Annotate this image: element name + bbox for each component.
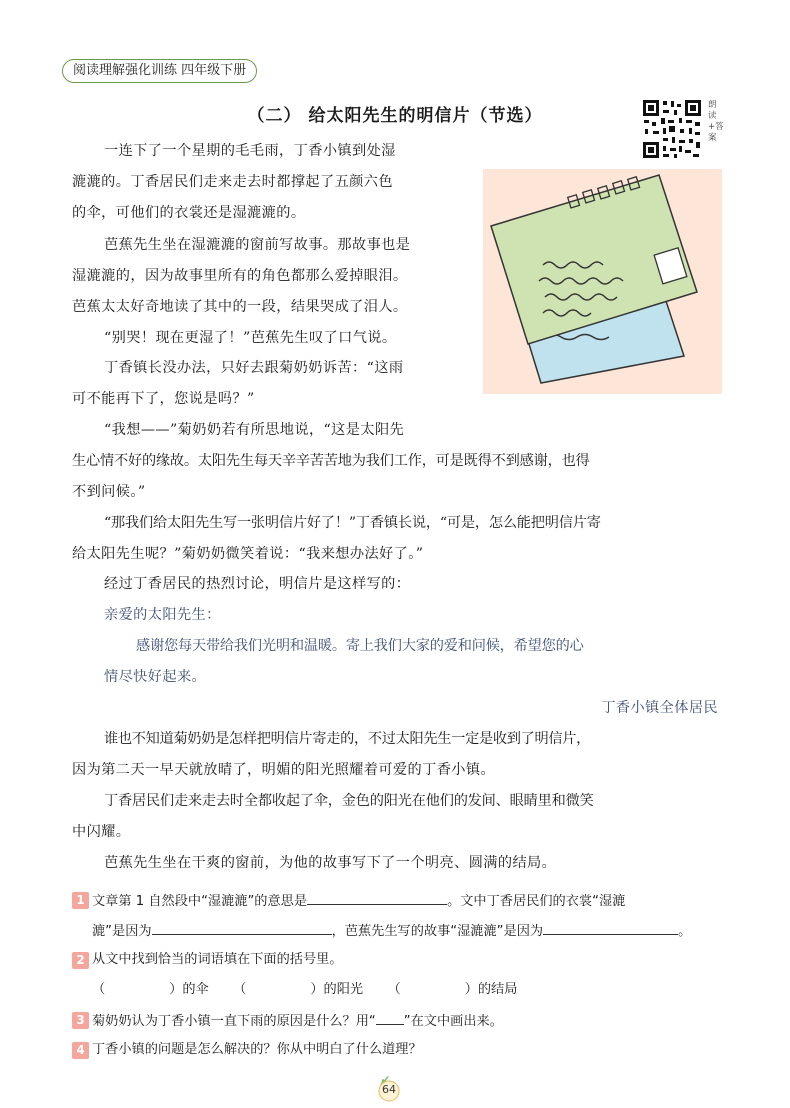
- underline-sample: [376, 1010, 404, 1025]
- question-2-text: 从文中找到恰当的词语填在下面的括号里。: [92, 952, 343, 967]
- question-1-text-a: 文章第 1 自然段中“湿漉漉”的意思是: [92, 894, 308, 909]
- blank-suffix: ）的阳光: [310, 982, 364, 997]
- story-line: 生心情不好的缘故。太阳先生每天辛辛苦苦地为我们工作，可是既得不到感谢，也得: [72, 453, 590, 469]
- story-line: 不到问候。”: [72, 484, 146, 500]
- question-1-text-e: 。: [678, 924, 692, 939]
- question-number-2: 2: [72, 952, 89, 969]
- question-1-text-c: 漉”是因为: [92, 924, 152, 939]
- letter-signature: 丁香小镇全体居民: [601, 700, 718, 716]
- question-number-3: 3: [72, 1012, 89, 1029]
- answer-blank[interactable]: [152, 920, 332, 935]
- story-line: 芭蕉先生坐在湿漉漉的窗前写故事。那故事也是: [104, 237, 411, 253]
- question-3-text-b: ”在文中画出来。: [403, 1014, 503, 1029]
- blank-suffix: ）的结局: [464, 982, 518, 997]
- paren-open: （: [387, 982, 401, 997]
- page-number: 64: [382, 1083, 396, 1096]
- paren-open: （: [92, 982, 106, 997]
- story-line: 给太阳先生呢？”菊奶奶微笑着说：“我来想办法好了。”: [72, 546, 424, 562]
- question-number-4: 4: [72, 1042, 89, 1059]
- story-line: “我想——”菊奶奶若有所思地说，“这是太阳先: [104, 422, 405, 438]
- story-line: “别哭！现在更湿了！”芭蕉先生叹了口气说。: [104, 330, 397, 346]
- book-series-badge: 阅读理解强化训练 四年级下册: [62, 59, 257, 83]
- paren-open: （: [233, 982, 247, 997]
- story-line: 丁香居民们走来走去时全都收起了伞，金色的阳光在他们的发间、眼睛里和微笑: [104, 793, 594, 809]
- letter-body-line: 感谢您每天带给我们光明和温暖。寄上我们大家的爱和问候，希望您的心: [136, 638, 584, 654]
- postcard-illustration: [483, 169, 722, 394]
- story-line: 湿漉漉的，因为故事里所有的角色都那么爱掉眼泪。: [72, 268, 408, 284]
- story-line: 可不能再下了，您说是吗？”: [72, 391, 255, 407]
- question-1-text-d: ，芭蕉先生写的故事“湿漉漉”是因为: [331, 924, 544, 939]
- story-line: 中闪耀。: [72, 824, 131, 840]
- story-line: 漉漉的。丁香居民们走来走去时都撑起了五颜六色: [72, 174, 393, 190]
- story-line: 一连下了一个星期的毛毛雨，丁香小镇到处湿: [104, 143, 396, 159]
- question-4-text: 丁香小镇的问题是怎么解决的？你从中明白了什么道理？: [92, 1042, 422, 1057]
- letter-body-line: 情尽快好起来。: [104, 669, 207, 685]
- qr-caption: 朗读+答案: [708, 100, 724, 143]
- story-line: 的伞，可他们的衣裳还是湿漉漉的。: [72, 205, 306, 221]
- story-line: 芭蕉先生坐在干爽的窗前，为他的故事写下了一个明亮、圆满的结局。: [104, 855, 557, 871]
- question-1-line-2: [92, 920, 691, 942]
- letter-greeting: 亲爱的太阳先生：: [104, 607, 221, 623]
- story-line: “那我们给太阳先生写一张明信片好了！”丁香镇长说，“可是，怎么能把明信片寄: [104, 515, 601, 531]
- question-1-line-1: [92, 890, 625, 912]
- question-2-blanks: [92, 980, 517, 1000]
- story-line: 丁香镇长没办法，只好去跟菊奶奶诉苦：“这雨: [104, 360, 404, 376]
- answer-blank[interactable]: [543, 920, 678, 935]
- story-line: 芭蕉太太好奇地读了其中的一段，结果哭成了泪人。: [72, 299, 408, 315]
- blank-suffix: ）的伞: [169, 982, 209, 997]
- story-line: 谁也不知道菊奶奶是怎样把明信片寄走的，不过太阳先生一定是收到了明信片，: [104, 731, 591, 747]
- story-line: 经过丁香居民的热烈讨论，明信片是这样写的：: [104, 576, 411, 592]
- question-1-text-b: 。文中丁香居民们的衣裳“湿漉: [447, 894, 626, 909]
- story-line: 因为第二天一早天就放晴了，明媚的阳光照耀着可爱的丁香小镇。: [72, 762, 496, 778]
- page-title: （二） 给太阳先生的明信片（节选）: [247, 106, 543, 126]
- question-number-1: 1: [72, 892, 89, 909]
- question-3-text: [92, 1010, 503, 1032]
- question-3-text-a: 菊奶奶认为丁香小镇一直下雨的原因是什么？用“: [92, 1014, 376, 1029]
- answer-blank[interactable]: [307, 890, 447, 905]
- qr-code-icon[interactable]: [641, 98, 703, 160]
